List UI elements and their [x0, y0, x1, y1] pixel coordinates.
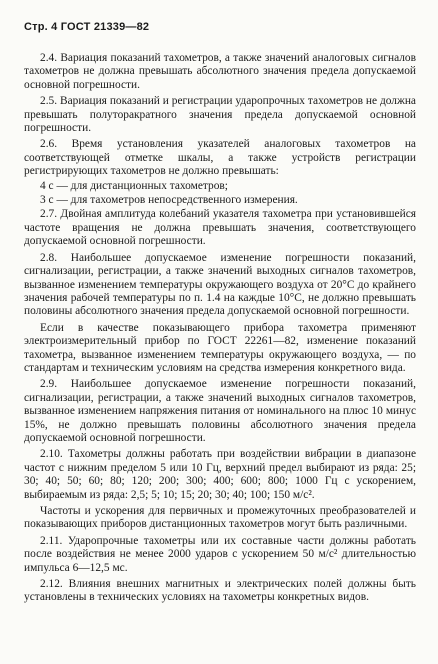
- paragraph-2-6: 2.6. Время установления указателей аналоговых тахометров на соответствующей отметке шкалы, а также устройств регистрации регистрирующих тахометров не должно превышать:: [24, 138, 416, 178]
- list-item: 4 с — для дистанционных тахометров;: [40, 179, 228, 192]
- paragraph-2-9: 2.9. Наибольшее допускаемое изменение погрешности показаний, сигнализации, регистрации, а также значений выходных сигналов тахометров, вызванное изменением напряжения питания от номинального на плюс 10 минус 15%, не должно превышать половины абсолютного значения предела допускаемой основной погрешности.: [24, 378, 416, 444]
- list-item: 3 с — для тахометров непосредственного измерения.: [40, 194, 298, 207]
- paragraph-2-12: 2.12. Влияния внешних магнитных и электрических полей должны быть установлены в технических условиях на тахометры конкретных видов.: [24, 578, 416, 604]
- document-body: [24, 52, 416, 606]
- paragraph-2-8: 2.8. Наибольшее допускаемое изменение погрешности показаний, сигнализации, регистрации, а также значений выходных сигналов тахометров, вызванное изменением температуры окружающего воздуха от 20°С до крайнего значения рабочей температуры по п. 1.4 на каждые 10°С, не должно превышать половины абсолютного значения предела допускаемой основной погрешности.: [24, 251, 416, 318]
- paragraph-2-11: 2.11. Ударопрочные тахометры или их составные части должны работать после воздействия не менее 2000 ударов с ускорением 50 м/с² длительностью импульса 6—12,5 мс.: [24, 534, 416, 574]
- paragraph-2-7: 2.7. Двойная амплитуда колебаний указателя тахометра при установившейся частоте вращения не должна превышать значения, соответствующего допускаемой основной погрешности.: [24, 208, 416, 248]
- page-header: Стр. 4 ГОСТ 21339—82: [24, 21, 150, 33]
- paragraph-2-10: 2.10. Тахометры должны работать при воздействии вибрации в диапазоне частот с нижним пределом 5 или 10 Гц, верхний предел выбирают из ряда: 25; 30; 40; 50; 60; 80; 120; 200; 300; 400; 600; 800; 1000 Гц с ускорением, выбираемым из ряда: 2,5; 5; 10; 15; 20; 30; 40; 100; 150 м/с².: [24, 448, 416, 501]
- paragraph-2-8-note: Если в качестве показывающего прибора тахометра применяют электроизмерительный прибор по ГОСТ 22261—82, изменение показаний тахометра, вызванное изменением температуры окружающего воздуха, — по стандартам и техническим условиям на средства измерения конкретного вида.: [24, 321, 416, 374]
- paragraph-2-5: 2.5. Вариация показаний и регистрации ударопрочных тахометров не должна превышать полуторакратного значения предела допускаемой основной погрешности.: [24, 95, 416, 135]
- paragraph-2-10-note: Частоты и ускорения для первичных и промежуточных преобразователей и показывающих приборов дистанционных тахометров могут быть различными.: [24, 505, 416, 531]
- paragraph-2-4: 2.4. Вариация показаний тахометров, а также значений аналоговых сигналов тахометров не должна превышать абсолютного значения предела допускаемой основной погрешности.: [24, 52, 416, 91]
